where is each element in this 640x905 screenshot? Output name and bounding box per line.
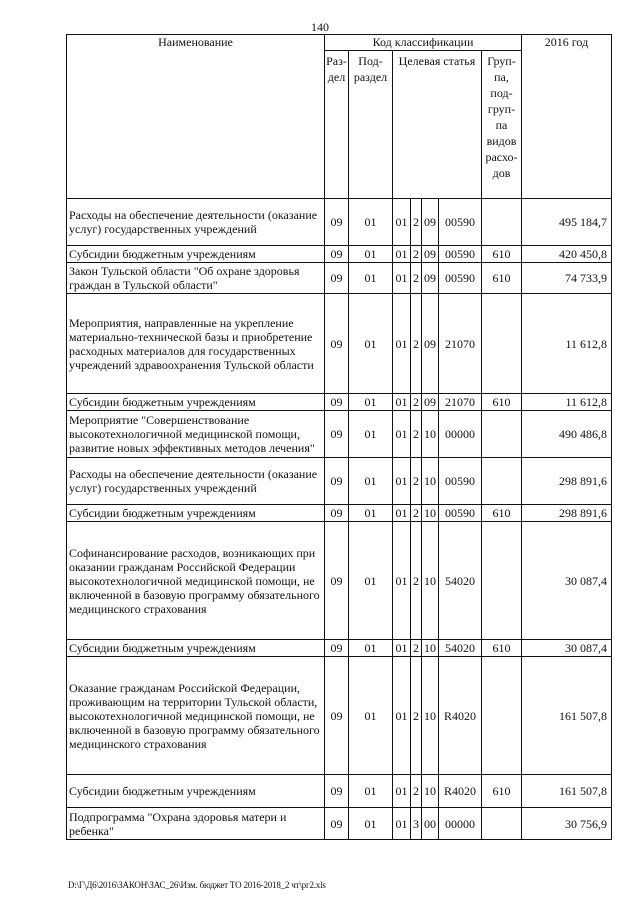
row-expense-type: 610 <box>482 394 522 411</box>
header-code-group: Код классификации <box>325 35 522 51</box>
row-target-subprogram: 2 <box>411 394 422 411</box>
table-row <box>67 808 612 840</box>
row-amount: 30 087,4 <box>522 640 612 657</box>
table-row <box>67 246 612 263</box>
row-expense-type <box>482 522 522 640</box>
row-podrazdel: 01 <box>349 411 393 458</box>
row-name: Подпрограмма "Охрана здоровья матери и ребенка" <box>67 808 325 840</box>
row-amount: 11 612,8 <box>522 394 612 411</box>
row-razdel: 09 <box>325 294 349 394</box>
table-row <box>67 394 612 411</box>
row-name: Мероприятие "Совершенствование высокотехнологичной медицинской помощи, развитие новых эффективных методов лечения" <box>67 411 325 458</box>
header-razdel: Раз- дел <box>325 51 349 199</box>
row-target-direction: 00590 <box>439 246 482 263</box>
file-path-footer: D:\Г\Д6\2016\ЗАКОН\ЗАС_26\Изм. бюджет ТО 2016-2018_2 чт\рг2.xls <box>68 880 326 890</box>
header-vid: Груп- па, под- груп- па видов расхо- дов <box>482 51 522 199</box>
row-razdel: 09 <box>325 246 349 263</box>
row-target-measure: 09 <box>422 394 439 411</box>
row-razdel: 09 <box>325 199 349 246</box>
table-row <box>67 657 612 775</box>
row-target-measure: 09 <box>422 199 439 246</box>
row-name: Оказание гражданам Российской Федерации, проживающим на территории Тульской области, высокотехнологичной медицинской помощи, не включенной в базовую программу обязательного медицинского страхования <box>67 657 325 775</box>
row-podrazdel: 01 <box>349 458 393 505</box>
row-target-subprogram: 2 <box>411 199 422 246</box>
row-amount: 74 733,9 <box>522 263 612 294</box>
row-name: Субсидии бюджетным учреждениям <box>67 775 325 808</box>
row-target-subprogram: 2 <box>411 522 422 640</box>
row-target-program: 01 <box>393 199 411 246</box>
row-name: Субсидии бюджетным учреждениям <box>67 394 325 411</box>
row-podrazdel: 01 <box>349 246 393 263</box>
row-target-measure: 10 <box>422 411 439 458</box>
row-target-measure: 10 <box>422 775 439 808</box>
row-target-program: 01 <box>393 657 411 775</box>
table-row <box>67 505 612 522</box>
row-target-subprogram: 2 <box>411 294 422 394</box>
row-name: Субсидии бюджетным учреждениям <box>67 505 325 522</box>
row-expense-type <box>482 657 522 775</box>
row-name: Расходы на обеспечение деятельности (оказание услуг) государственных учреждений <box>67 199 325 246</box>
row-amount: 161 507,8 <box>522 775 612 808</box>
row-podrazdel: 01 <box>349 657 393 775</box>
row-target-direction: 00590 <box>439 505 482 522</box>
row-expense-type <box>482 411 522 458</box>
row-expense-type: 610 <box>482 505 522 522</box>
header-name: Наименование <box>67 35 325 199</box>
row-amount: 298 891,6 <box>522 458 612 505</box>
row-target-direction: 00590 <box>439 199 482 246</box>
row-razdel: 09 <box>325 640 349 657</box>
row-razdel: 09 <box>325 263 349 294</box>
page-number: 140 <box>311 20 329 34</box>
row-razdel: 09 <box>325 458 349 505</box>
row-podrazdel: 01 <box>349 522 393 640</box>
row-podrazdel: 01 <box>349 775 393 808</box>
row-name: Расходы на обеспечение деятельности (оказание услуг) государственных учреждений <box>67 458 325 505</box>
budget-table <box>66 34 612 840</box>
row-podrazdel: 01 <box>349 505 393 522</box>
row-target-subprogram: 3 <box>411 808 422 840</box>
row-name: Субсидии бюджетным учреждениям <box>67 640 325 657</box>
row-expense-type: 610 <box>482 775 522 808</box>
row-target-program: 01 <box>393 458 411 505</box>
row-target-direction: R4020 <box>439 657 482 775</box>
table-row <box>67 640 612 657</box>
row-target-direction: 54020 <box>439 640 482 657</box>
row-target-subprogram: 2 <box>411 411 422 458</box>
row-podrazdel: 01 <box>349 263 393 294</box>
row-podrazdel: 01 <box>349 394 393 411</box>
row-target-measure: 00 <box>422 808 439 840</box>
row-razdel: 09 <box>325 657 349 775</box>
row-expense-type <box>482 458 522 505</box>
row-target-program: 01 <box>393 522 411 640</box>
row-target-subprogram: 2 <box>411 640 422 657</box>
table-row <box>67 458 612 505</box>
row-target-measure: 09 <box>422 246 439 263</box>
row-target-direction: R4020 <box>439 775 482 808</box>
header-target: Целевая статья <box>393 51 482 199</box>
table-body <box>67 199 612 840</box>
row-expense-type: 610 <box>482 640 522 657</box>
row-target-direction: 00000 <box>439 808 482 840</box>
row-expense-type <box>482 808 522 840</box>
table-row <box>67 263 612 294</box>
row-expense-type <box>482 294 522 394</box>
row-target-subprogram: 2 <box>411 263 422 294</box>
row-amount: 490 486,8 <box>522 411 612 458</box>
table-row <box>67 411 612 458</box>
row-podrazdel: 01 <box>349 640 393 657</box>
row-amount: 30 756,9 <box>522 808 612 840</box>
row-target-direction: 54020 <box>439 522 482 640</box>
row-razdel: 09 <box>325 775 349 808</box>
table-row <box>67 199 612 246</box>
row-target-measure: 10 <box>422 640 439 657</box>
row-amount: 495 184,7 <box>522 199 612 246</box>
row-name: Субсидии бюджетным учреждениям <box>67 246 325 263</box>
row-razdel: 09 <box>325 522 349 640</box>
row-target-subprogram: 2 <box>411 775 422 808</box>
row-target-measure: 10 <box>422 657 439 775</box>
row-target-program: 01 <box>393 394 411 411</box>
row-target-subprogram: 2 <box>411 657 422 775</box>
row-target-program: 01 <box>393 808 411 840</box>
row-target-direction: 21070 <box>439 294 482 394</box>
row-target-measure: 10 <box>422 522 439 640</box>
row-razdel: 09 <box>325 394 349 411</box>
row-name: Софинансирование расходов, возникающих при оказании гражданам Российской Федерации высокотехнологичной медицинской помощи, не включенной в базовую программу обязательного медицинского страхования <box>67 522 325 640</box>
header-year: 2016 год <box>522 35 612 199</box>
row-target-program: 01 <box>393 294 411 394</box>
row-expense-type: 610 <box>482 263 522 294</box>
row-podrazdel: 01 <box>349 199 393 246</box>
table-row <box>67 775 612 808</box>
row-target-program: 01 <box>393 246 411 263</box>
table-row <box>67 522 612 640</box>
row-amount: 30 087,4 <box>522 522 612 640</box>
row-amount: 161 507,8 <box>522 657 612 775</box>
table-row <box>67 294 612 394</box>
row-name: Закон Тульской области "Об охране здоровья граждан в Тульской области" <box>67 263 325 294</box>
row-razdel: 09 <box>325 808 349 840</box>
row-podrazdel: 01 <box>349 808 393 840</box>
row-target-measure: 09 <box>422 263 439 294</box>
row-target-direction: 00590 <box>439 263 482 294</box>
row-target-subprogram: 2 <box>411 458 422 505</box>
row-amount: 298 891,6 <box>522 505 612 522</box>
row-target-subprogram: 2 <box>411 505 422 522</box>
row-target-program: 01 <box>393 263 411 294</box>
row-target-direction: 21070 <box>439 394 482 411</box>
row-target-subprogram: 2 <box>411 246 422 263</box>
row-expense-type: 610 <box>482 246 522 263</box>
row-target-measure: 10 <box>422 505 439 522</box>
row-target-program: 01 <box>393 775 411 808</box>
row-razdel: 09 <box>325 411 349 458</box>
row-razdel: 09 <box>325 505 349 522</box>
row-target-program: 01 <box>393 411 411 458</box>
row-expense-type <box>482 199 522 246</box>
row-target-measure: 10 <box>422 458 439 505</box>
row-name: Мероприятия, направленные на укрепление материально-технической базы и приобретение расходных материалов для государственных учреждений здравоохранения Тульской области <box>67 294 325 394</box>
row-amount: 420 450,8 <box>522 246 612 263</box>
header-podrazdel: Под- раздел <box>349 51 393 199</box>
row-podrazdel: 01 <box>349 294 393 394</box>
row-target-direction: 00000 <box>439 411 482 458</box>
row-target-measure: 09 <box>422 294 439 394</box>
row-target-program: 01 <box>393 640 411 657</box>
row-target-program: 01 <box>393 505 411 522</box>
row-target-direction: 00590 <box>439 458 482 505</box>
row-amount: 11 612,8 <box>522 294 612 394</box>
